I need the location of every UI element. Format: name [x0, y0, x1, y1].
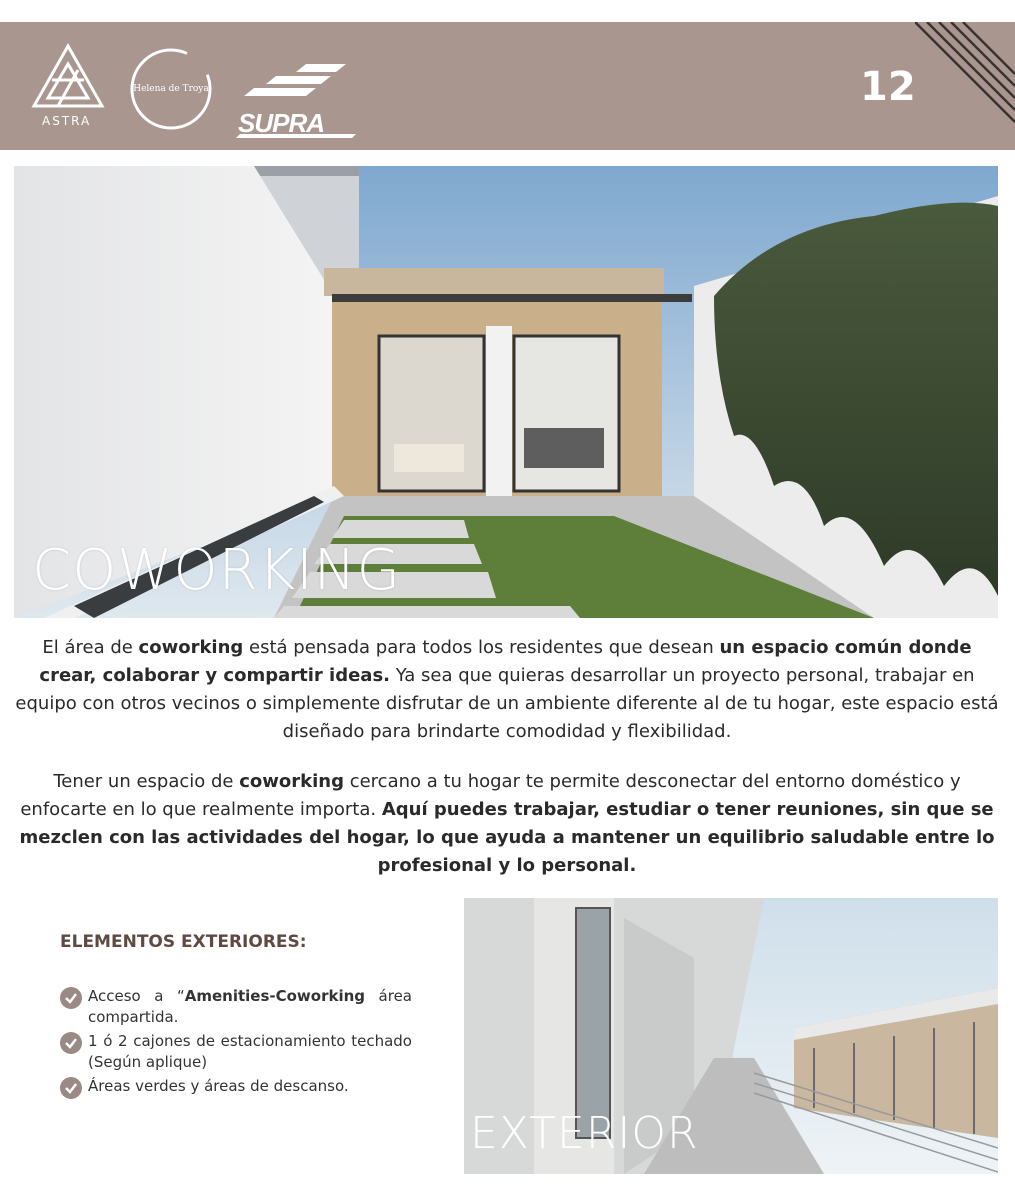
coworking-benefits [14, 768, 1000, 880]
p1-bold-1: coworking [138, 637, 244, 658]
list-item [60, 1031, 412, 1073]
exterior-heading: EXTERIOR [470, 1108, 699, 1159]
exterior-elements-list [60, 986, 412, 1100]
coworking-heading: COWORKING [32, 538, 402, 603]
check-circle-icon [60, 1032, 82, 1054]
item-bold: Amenities-Coworking [184, 987, 366, 1005]
page-number: 12 [860, 64, 916, 110]
item-text: 1 ó 2 cajones de estacionamiento techado (Según aplique) [88, 1032, 412, 1071]
p2-bold-1: coworking [239, 771, 344, 792]
p2-bold-2: Aquí puedes trabajar, estudiar o tener reuniones, sin que se mezclen con las actividades del hogar, lo que ayuda a mantener un equilibrio saludable entre lo profesional y lo personal. [19, 799, 995, 876]
check-circle-icon [60, 1077, 82, 1099]
list-item [60, 986, 412, 1028]
coworking-description [14, 634, 1000, 746]
check-circle-icon [60, 987, 82, 1009]
p1-text-1: El área de [42, 637, 139, 658]
item-text: Áreas verdes y áreas de descanso. [88, 1077, 349, 1095]
page-header [0, 22, 1015, 150]
list-item [60, 1076, 412, 1097]
p1-text-3: Ya sea que quieras desarrollar un proyecto personal, trabajar en equipo con otros vecinos o simplemente disfrutar de un ambiente diferente al de tu hogar, este espacio está diseñado para brindarte comodidad y flexibilidad. [15, 665, 999, 742]
p2-text-1: Tener un espacio de [53, 771, 240, 792]
item-text: área compartida. [88, 987, 412, 1026]
p2-text-2: cercano a tu hogar te permite desconectar del entorno doméstico y enfocarte en lo que realmente importa. [20, 771, 961, 820]
exterior-elements-title: ELEMENTOS EXTERIORES: [60, 932, 307, 952]
astra-logo-text: ASTRA [42, 114, 92, 128]
item-text: Acceso a “ [88, 987, 185, 1005]
p1-bold-2: un espacio común donde crear, colaborar y compartir ideas. [39, 637, 972, 686]
supra-logo-text: SUPRA [238, 108, 325, 138]
helena-logo-text: Helena de Troya [133, 84, 209, 94]
decorative-stripes [915, 22, 1015, 150]
p1-text-2: está pensada para todos los residentes que desean [243, 637, 720, 658]
